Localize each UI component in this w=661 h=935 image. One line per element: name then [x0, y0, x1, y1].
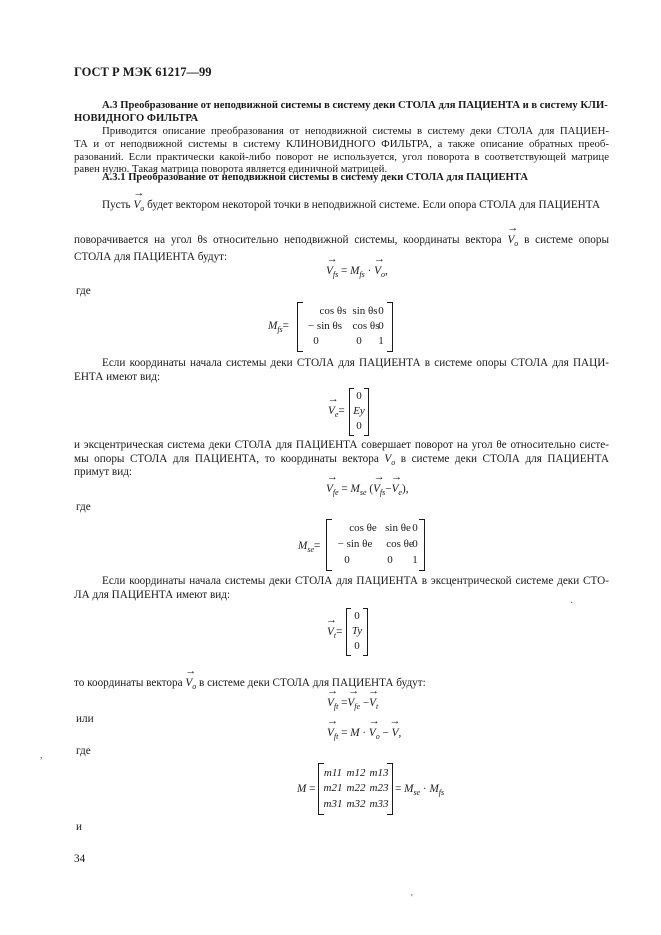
matrix-mfs-right-bracket	[387, 302, 393, 352]
where-label-3: где	[76, 745, 91, 757]
matrix-m-cell: m33	[369, 798, 389, 810]
matrix-mfs-cell: 0	[356, 335, 362, 347]
matrix-mfs-cell: 0	[378, 305, 384, 317]
paragraph-let-vo: Пусть → $V_o$ будет вектором некоторой точки в неподвижной системе. Если опора СТОЛА для ПАЦИЕНТА	[102, 198, 600, 216]
vector-ve-cell: Ey	[353, 405, 365, 417]
and-label: и	[76, 821, 82, 833]
matrix-m-product: = $M_{se} \cdot M_{fs}$	[395, 783, 445, 797]
section-a3-title-line2: НОВИДНОГО ФИЛЬТРА	[74, 113, 199, 124]
matrix-mse-cell: 0	[412, 538, 418, 550]
matrix-mse-cell: cos θe	[349, 522, 377, 534]
matrix-mfs-cell: cos θs	[352, 320, 380, 332]
formula-vfe: → $V_{fe} = M_{se}$ (→ $V_{fs}-\to V_e$),	[326, 482, 409, 500]
standard-header: ГОСТ Р МЭК 61217—99	[74, 65, 212, 79]
matrix-m-cell: m23	[369, 782, 389, 794]
paragraph-origin-coords-line1: Если координаты начала системы деки СТОЛА для ПАЦИЕНТА в системе опоры СТОЛА для ПАЦИ-	[102, 357, 609, 369]
matrix-mse-cell: 0	[412, 522, 418, 534]
scan-speck: ·	[570, 598, 574, 609]
matrix-mse-cell: 0	[344, 554, 350, 566]
matrix-mfs-cell: 0	[378, 320, 384, 332]
vector-vt-cell: Ty	[351, 625, 363, 637]
formula-vft-2: → $V_{ft} = M$ · → $V_o$ − → V,	[327, 726, 401, 744]
section-a3-para-line4: равен нулю. Такая матрица поворота является единичной матрицей.	[74, 163, 388, 175]
matrix-m-cell: m22	[346, 782, 366, 794]
matrix-m-label: M =	[297, 783, 316, 795]
scan-speck: '	[411, 893, 413, 904]
matrix-m-cell: m21	[323, 782, 343, 794]
section-a3-title-line1: А.3 Преобразование от неподвижной системы в систему деки СТОЛА для ПАЦИЕНТА и в систему КЛИ-	[102, 100, 608, 111]
section-a3-para-line2: ТА и от неподвижной системы в систему КЛИНОВИДНОГО ФИЛЬТРА, а также описание обратных преоб-	[74, 138, 609, 150]
vector-vt-cell: 0	[354, 640, 360, 652]
matrix-mfs-cell: 0	[313, 335, 319, 347]
formula-vfs: → $V_{fs} = M_{fs}$ · → $V_o$,	[326, 264, 388, 282]
paragraph-eccentric-line3: примут вид:	[74, 466, 132, 478]
matrix-mfs-cell: − sin θs	[307, 320, 343, 332]
matrix-m-cell: m32	[346, 798, 366, 810]
matrix-m-cell: m11	[323, 767, 343, 779]
matrix-mfs-cell: 1	[378, 335, 384, 347]
vector-ve-cell: 0	[356, 390, 362, 402]
vector-ve-label: → $V_e=$	[328, 404, 345, 422]
matrix-mse-cell: sin θe	[385, 522, 411, 534]
paragraph-eccentric-line2: мы опоры СТОЛА для ПАЦИЕНТА, то координаты вектора $V_o$ в системе деки СТОЛА для ПАЦИЕНТА	[74, 453, 609, 467]
matrix-mse-cell: − sin θe	[337, 538, 373, 550]
or-label: или	[76, 713, 94, 725]
matrix-mse-cell: 0	[387, 554, 393, 566]
matrix-mse-cell: cos θe	[386, 538, 414, 550]
where-label-2: где	[76, 501, 91, 513]
scan-speck: ,	[40, 750, 43, 761]
matrix-mfs-cell: cos θs	[319, 305, 347, 317]
paragraph-will-be: СТОЛА для ПАЦИЕНТА будут:	[74, 251, 228, 263]
matrix-m-cell: m13	[369, 767, 389, 779]
paragraph-eccentric-line1: и эксцентрическая система деки СТОЛА для ПАЦИЕНТА совершает поворот на угол θe относительно систе-	[74, 439, 609, 451]
paragraph-eccentric-origin-line2: ЛА для ПАЦИЕНТА имеют вид:	[74, 589, 231, 601]
paragraph-then-coords: то координаты вектора → $V_o$ в системе деки СТОЛА для ПАЦИЕНТА будут:	[74, 676, 426, 694]
matrix-mfs-label: $M_{fs}=$	[268, 320, 289, 334]
vector-vt-cell: 0	[354, 610, 360, 622]
matrix-mse-cell: 1	[412, 554, 418, 566]
paragraph-eccentric-origin-line1: Если координаты начала системы деки СТОЛА для ПАЦИЕНТА в эксцентрической системе деки СТО-	[102, 575, 609, 587]
vector-vo: → $V_o$	[133, 198, 144, 216]
paragraph-rotation-line: поворачивается на угол θs относительно неподвижной системы, координаты вектора → $V_o$ в системе опоры	[74, 233, 609, 251]
matrix-m-cell: m12	[346, 767, 366, 779]
paragraph-origin-coords-line2: ЕНТА имеют вид:	[74, 371, 161, 383]
section-a3-para-line3: разований. Если практически какой-либо поворот не используется, угол поворота в соответствующей матрице	[74, 151, 609, 163]
page-number: 34	[74, 853, 86, 865]
formula-vft-1: → $V_{ft} =\to V_{fe} -\to V_t$	[327, 696, 378, 714]
matrix-mfs-cell: sin θs	[352, 305, 378, 317]
section-a3-para-line1: Приводится описание преобразования от неподвижной системы в систему деки СТОЛА для ПАЦИЕН-	[102, 125, 609, 137]
vector-vt-label: → $V_t=$	[327, 625, 342, 643]
vector-ve-cell: 0	[356, 420, 362, 432]
section-a31-title: А.3.1 Преобразование от неподвижной системы в систему деки СТОЛА для ПАЦИЕНТА	[102, 172, 528, 183]
where-label-1: где	[76, 285, 91, 297]
matrix-mse-label: $M_{se}=$	[298, 540, 321, 554]
matrix-m-cell: m31	[323, 798, 343, 810]
